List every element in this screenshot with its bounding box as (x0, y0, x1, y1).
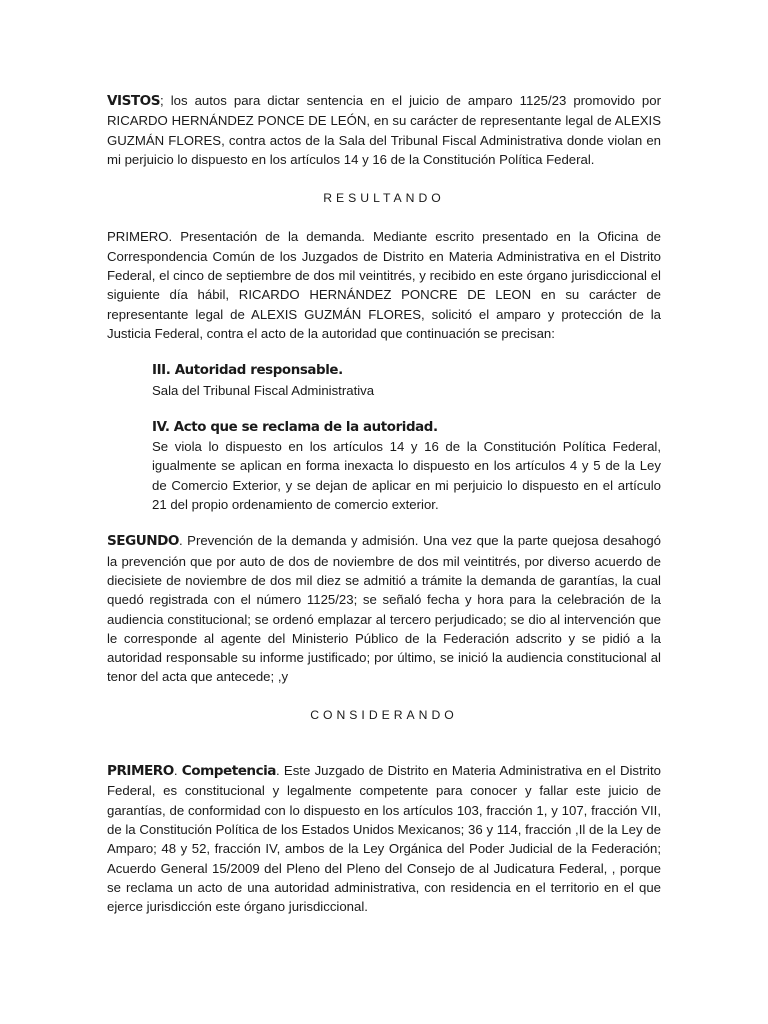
resultando-heading: RESULTANDO (323, 191, 445, 206)
considerando-primero-paragraph (107, 761, 661, 916)
document-page (107, 91, 661, 916)
considerando-primero-sep: . (173, 763, 182, 779)
acto-text: Se viola lo dispuesto en los artículos 14 y 16 de la Constitución Política Federal, igualmente se aplican en forma inexacta lo dispuesto en los artículos 4 y 5 de la Ley de Comercio Exterior, y se dejan de aplicar en mi perjuicio lo dispuesto en el artículo 21 del propio ordenamiento de comercio exterior. (152, 439, 661, 513)
acto-title: IV. Acto que se reclama de la autoridad. (152, 419, 438, 435)
competencia-lead: Competencia (181, 763, 276, 780)
segundo-text: . Prevención de la demanda y admisión. Una vez que la parte quejosa desahogó la prevención que por auto de dos de noviembre de dos mil veintitrés, por diverso acuerdo de diecisiete de noviembre de dos mil diez se admitió a trámite la demanda de garantías, la cual quedó registrada con el número 1125/23; se señaló fecha y hora para la celebración de la audiencia constitucional; se ordenó emplazar al tercero perjudicado; se dio al intervención que le corresponde al agente del Ministerio Público de la Federación adscrito y se pidió a la autoridad responsable su informe justificado; por último, se inició la audiencia constitucional al tenor del acta que antecede; ,y (107, 533, 661, 685)
considerando-primero-lead: PRIMERO (107, 763, 174, 780)
autoridad-block (152, 361, 661, 400)
autoridad-title: III. Autoridad responsable. (152, 363, 343, 379)
vistos-lead: VISTOS (107, 93, 160, 109)
resultando-segundo-paragraph (107, 531, 661, 686)
considerando-primero-text: . Este Juzgado de Distrito en Materia Administrativa en el Distrito Federal, es constitucional y legalmente competente para conocer y fallar este juicio de garantías, de conformidad con lo dispuesto en los artículos 103, fracción 1, y 107, fracción VII, de la Constitución Política de los Estados Unidos Mexicanos; 36 y 114, fracción ,Il de la Ley de Amparo; 48 y 52, fracción IV, ambos de la Ley Orgánica del Poder Judicial de la Federación; Acuerdo General 15/2009 del Pleno del Pleno del Consejo de al Judicatura Federal, , porque se reclama un acto de una autoridad administrativa, con residencia en el territorio en el que ejerce jurisdicción este órgano jurisdiccional. (107, 763, 661, 915)
resultando-primero-paragraph: PRIMERO. Presentación de la demanda. Mediante escrito presentado en la Oficina de Correspondencia Común de los Juzgados de Distrito en Materia Administrativa en el Distrito Federal, el cinco de septiembre de dos mil veintitrés, y recibido en este órgano jurisdiccional el siguiente día hábil, RICARDO HERNÁNDEZ PONCRE DE LEON en su carácter de representante legal de ALEXIS GUZMÁN FLORES, solicitó el amparo y protección de la Justicia Federal, contra el acto de la autoridad que continuación se precisan: (107, 229, 661, 341)
vistos-paragraph (107, 91, 661, 169)
segundo-lead: SEGUNDO (107, 533, 179, 550)
vistos-text: ; los autos para dictar sentencia en el juicio de amparo 1125/23 promovido por RICARDO HERNÁNDEZ PONCE DE LEÓN, en su carácter de representante legal de ALEXIS GUZMÁN FLORES, contra actos de la Sala del Tribunal Fiscal Administrativa donde violan en mi perjuicio lo dispuesto en los artículos 14 y 16 de la Constitución Política Federal. (107, 93, 661, 167)
considerando-heading: CONSIDERANDO (310, 707, 458, 722)
autoridad-text: Sala del Tribunal Fiscal Administrativa (152, 382, 375, 398)
acto-block (152, 418, 661, 514)
